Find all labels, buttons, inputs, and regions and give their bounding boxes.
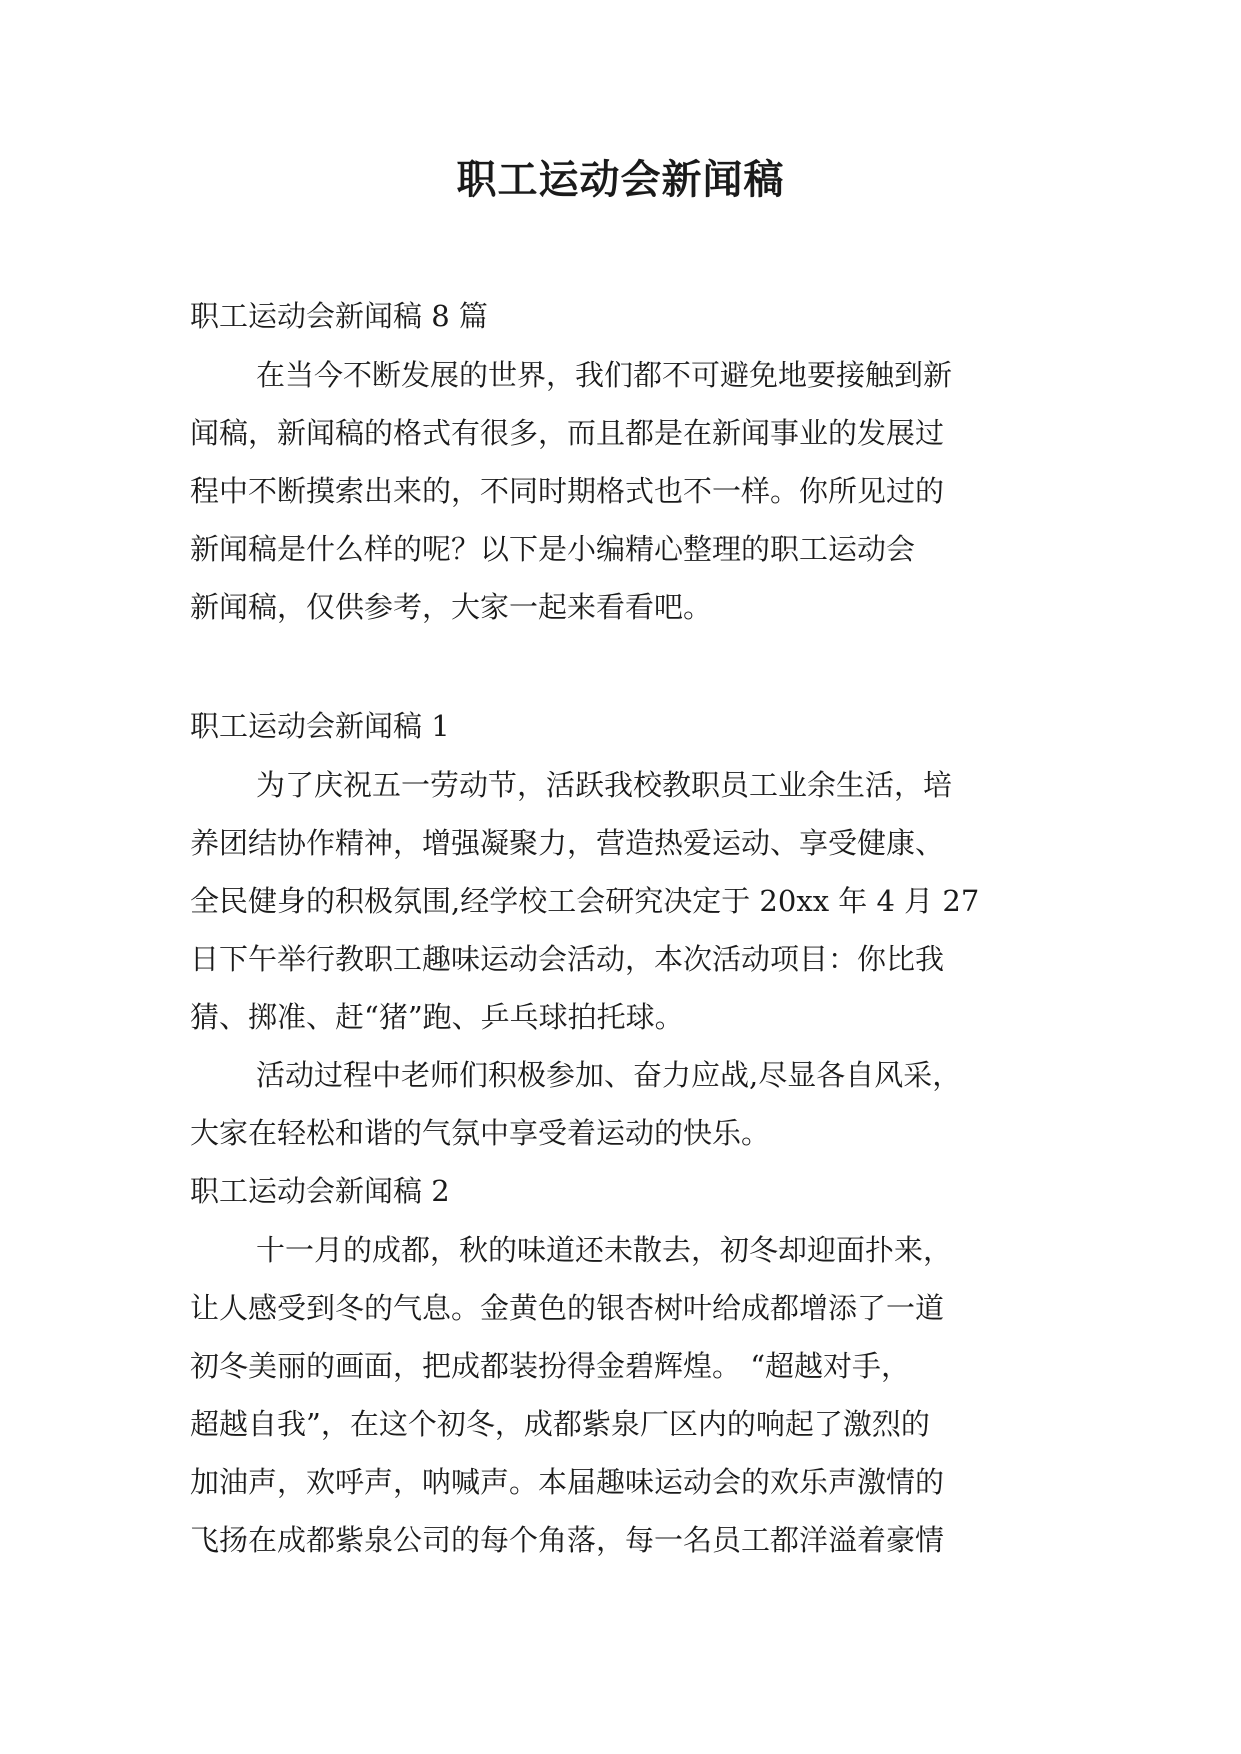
paragraph-line: 让人感受到冬的气息。金黄色的银杏树叶给成都增添了一道 (190, 1291, 945, 1325)
paragraph-line: 为了庆祝五一劳动节，活跃我校教职员工业余生活，培 (256, 768, 953, 802)
document-title: 职工运动会新闻稿 (456, 157, 785, 203)
paragraph-line: 活动过程中老师们积极参加、奋力应战,尽显各自风采， (256, 1058, 962, 1092)
paragraph-line: 猜、掷准、赶“猪”跑、乒乓球拍托球。 (190, 1000, 684, 1034)
paragraph-line: 十一月的成都，秋的味道还未散去，初冬却迎面扑来， (256, 1233, 953, 1267)
paragraph-line: 闻稿，新闻稿的格式有很多，而且都是在新闻事业的发展过 (190, 416, 945, 450)
section-heading-1: 职工运动会新闻稿 1 (190, 709, 450, 743)
paragraph-line: 程中不断摸索出来的，不同时期格式也不一样。你所见过的 (190, 474, 945, 508)
paragraph-line: 飞扬在成都紫泉公司的每个角落，每一名员工都洋溢着豪情 (190, 1523, 945, 1557)
paragraph-line: 养团结协作精神，增强凝聚力，营造热爱运动、享受健康、 (190, 826, 945, 860)
paragraph-line: 在当今不断发展的世界，我们都不可避免地要接触到新 (256, 358, 953, 392)
paragraph-line: 全民健身的积极氛围,经学校工会研究决定于 20xx 年 4 月 27 (190, 884, 980, 918)
paragraph-line: 加油声，欢呼声，呐喊声。本届趣味运动会的欢乐声激情的 (190, 1465, 945, 1499)
paragraph-line: 超越自我”，在这个初冬，成都紫泉厂区内的响起了激烈的 (190, 1407, 930, 1441)
paragraph-line: 新闻稿，仅供参考，大家一起来看看吧。 (190, 590, 713, 624)
paragraph-line: 初冬美丽的画面，把成都装扮得金碧辉煌。 “超越对手， (190, 1349, 911, 1383)
paragraph-line: 日下午举行教职工趣味运动会活动，本次活动项目：你比我 (190, 942, 945, 976)
section-heading-2: 职工运动会新闻稿 2 (190, 1174, 450, 1208)
paragraph-line: 新闻稿是什么样的呢？以下是小编精心整理的职工运动会 (190, 532, 916, 566)
intro-heading: 职工运动会新闻稿 8 篇 (190, 299, 488, 333)
paragraph-line: 大家在轻松和谐的气氛中享受着运动的快乐。 (190, 1116, 771, 1150)
